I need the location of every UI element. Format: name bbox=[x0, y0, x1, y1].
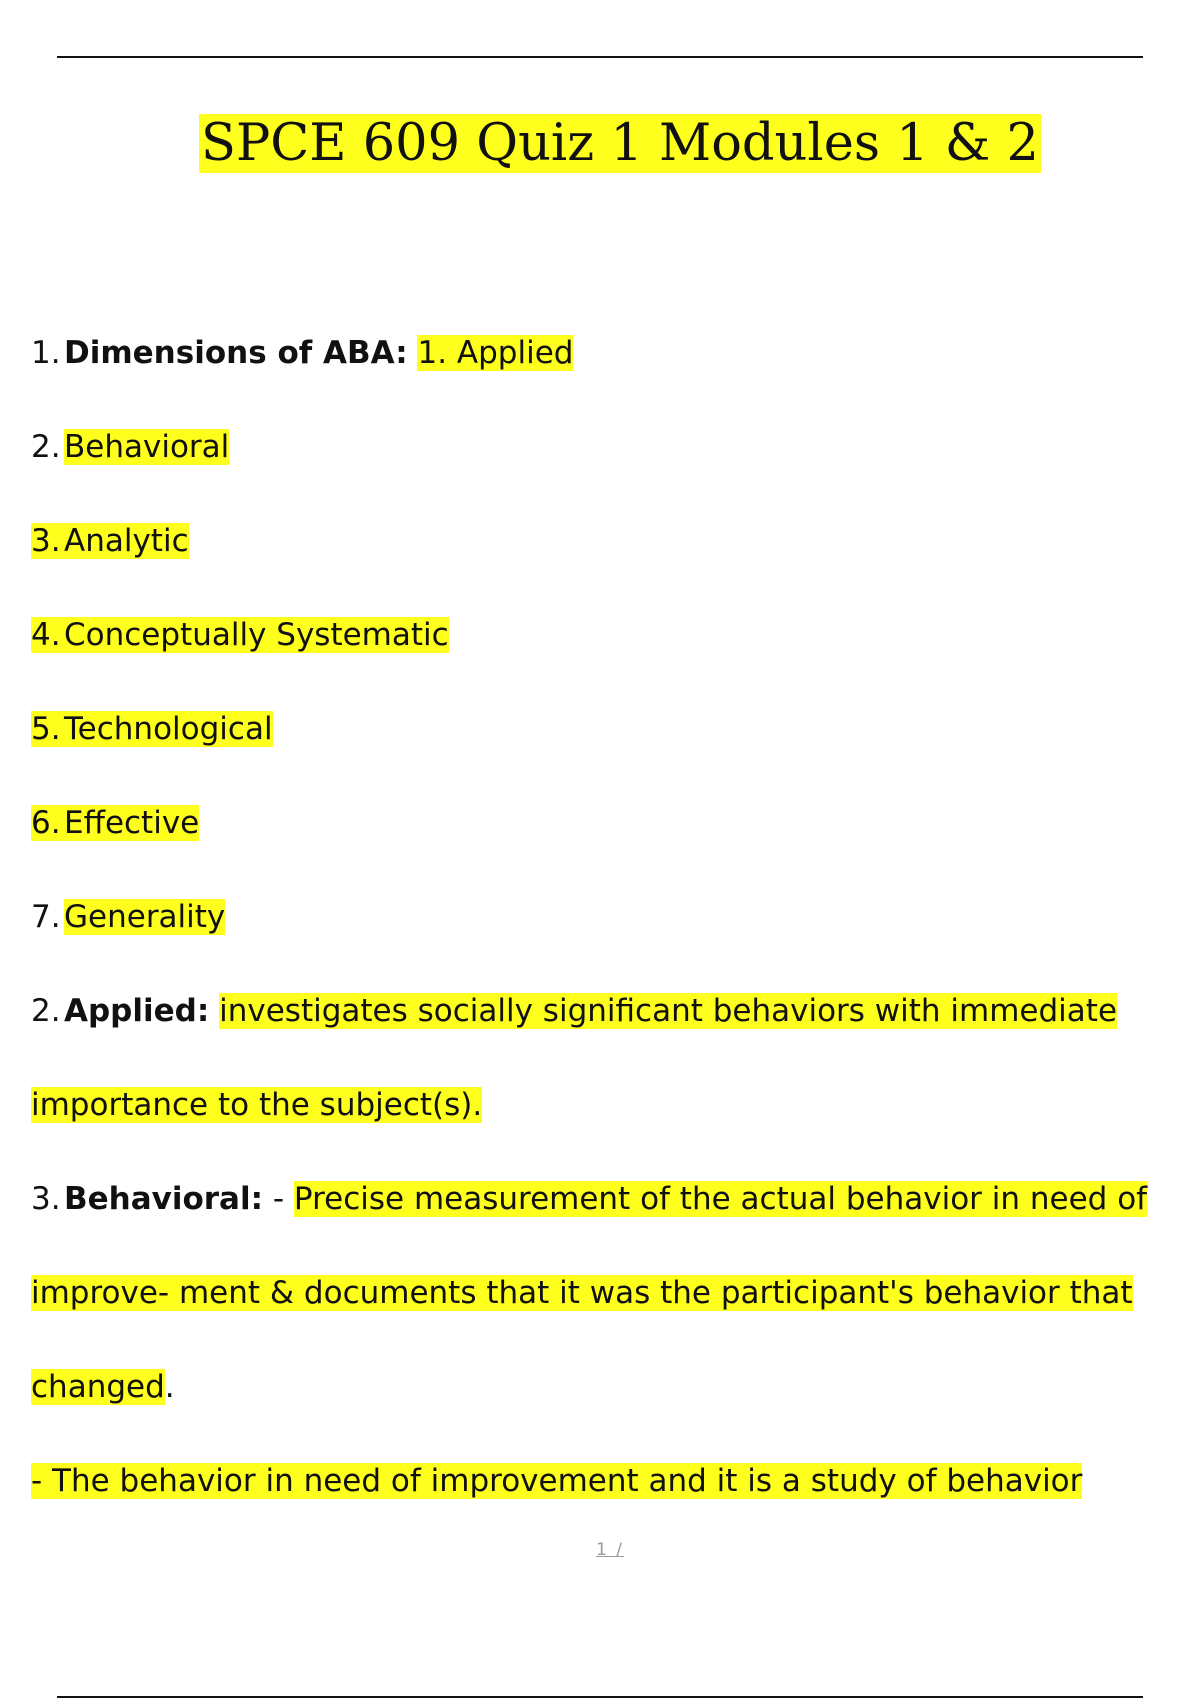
item-term: Applied: bbox=[64, 993, 210, 1029]
list-item bbox=[31, 426, 229, 468]
item-answer: Precise measurement of the actual behavior in need of bbox=[293, 1181, 1148, 1217]
list-item-continuation bbox=[31, 1272, 1133, 1314]
list-item bbox=[31, 896, 225, 938]
item-answer: Analytic bbox=[64, 523, 189, 559]
list-item-continuation bbox=[31, 1366, 175, 1408]
list-item bbox=[31, 802, 199, 844]
item-answer: Effective bbox=[64, 805, 200, 841]
item-number: 7. bbox=[31, 899, 61, 935]
list-item bbox=[31, 520, 189, 562]
item-number: 2. bbox=[31, 993, 61, 1029]
top-rule bbox=[57, 56, 1143, 58]
item-number: 1. bbox=[31, 335, 61, 371]
bottom-rule bbox=[57, 1696, 1143, 1698]
document-title-text: SPCE 609 Quiz 1 Modules 1 & 2 bbox=[201, 114, 1039, 173]
list-item bbox=[31, 1178, 1147, 1220]
item-answer: 1. Applied bbox=[417, 335, 574, 371]
item-answer: Behavioral bbox=[64, 429, 230, 465]
item-tail: . bbox=[164, 1369, 175, 1405]
item-number: 2. bbox=[31, 429, 61, 465]
item-number: 4. bbox=[31, 617, 61, 653]
list-item bbox=[31, 990, 1117, 1032]
item-answer: investigates socially significant behaviors with immediate bbox=[219, 993, 1118, 1029]
list-item-continuation bbox=[31, 1460, 1082, 1502]
item-term: Behavioral: bbox=[64, 1181, 264, 1217]
item-number: 5. bbox=[31, 711, 61, 747]
item-separator: - bbox=[263, 1181, 294, 1217]
item-answer: - The behavior in need of improvement and it is a study of behavior bbox=[31, 1463, 1083, 1499]
list-item-continuation bbox=[31, 1084, 482, 1126]
item-term: Dimensions of ABA: bbox=[64, 335, 408, 371]
list-item bbox=[31, 332, 573, 374]
item-number: 3. bbox=[31, 523, 61, 559]
page-number: 1 / bbox=[596, 1540, 624, 1560]
item-number: 3. bbox=[31, 1181, 61, 1217]
item-separator bbox=[408, 335, 418, 371]
item-answer: Technological bbox=[64, 711, 273, 747]
item-answer: importance to the subject(s). bbox=[31, 1087, 483, 1123]
list-item bbox=[31, 614, 449, 656]
item-answer: Conceptually Systematic bbox=[64, 617, 449, 653]
item-answer: Generality bbox=[64, 899, 226, 935]
item-answer: improve- ment & documents that it was the participant's behavior that bbox=[31, 1275, 1133, 1311]
list-item bbox=[31, 708, 273, 750]
item-answer: changed bbox=[31, 1369, 165, 1405]
item-separator bbox=[209, 993, 219, 1029]
item-number: 6. bbox=[31, 805, 61, 841]
document-title bbox=[0, 108, 1200, 180]
